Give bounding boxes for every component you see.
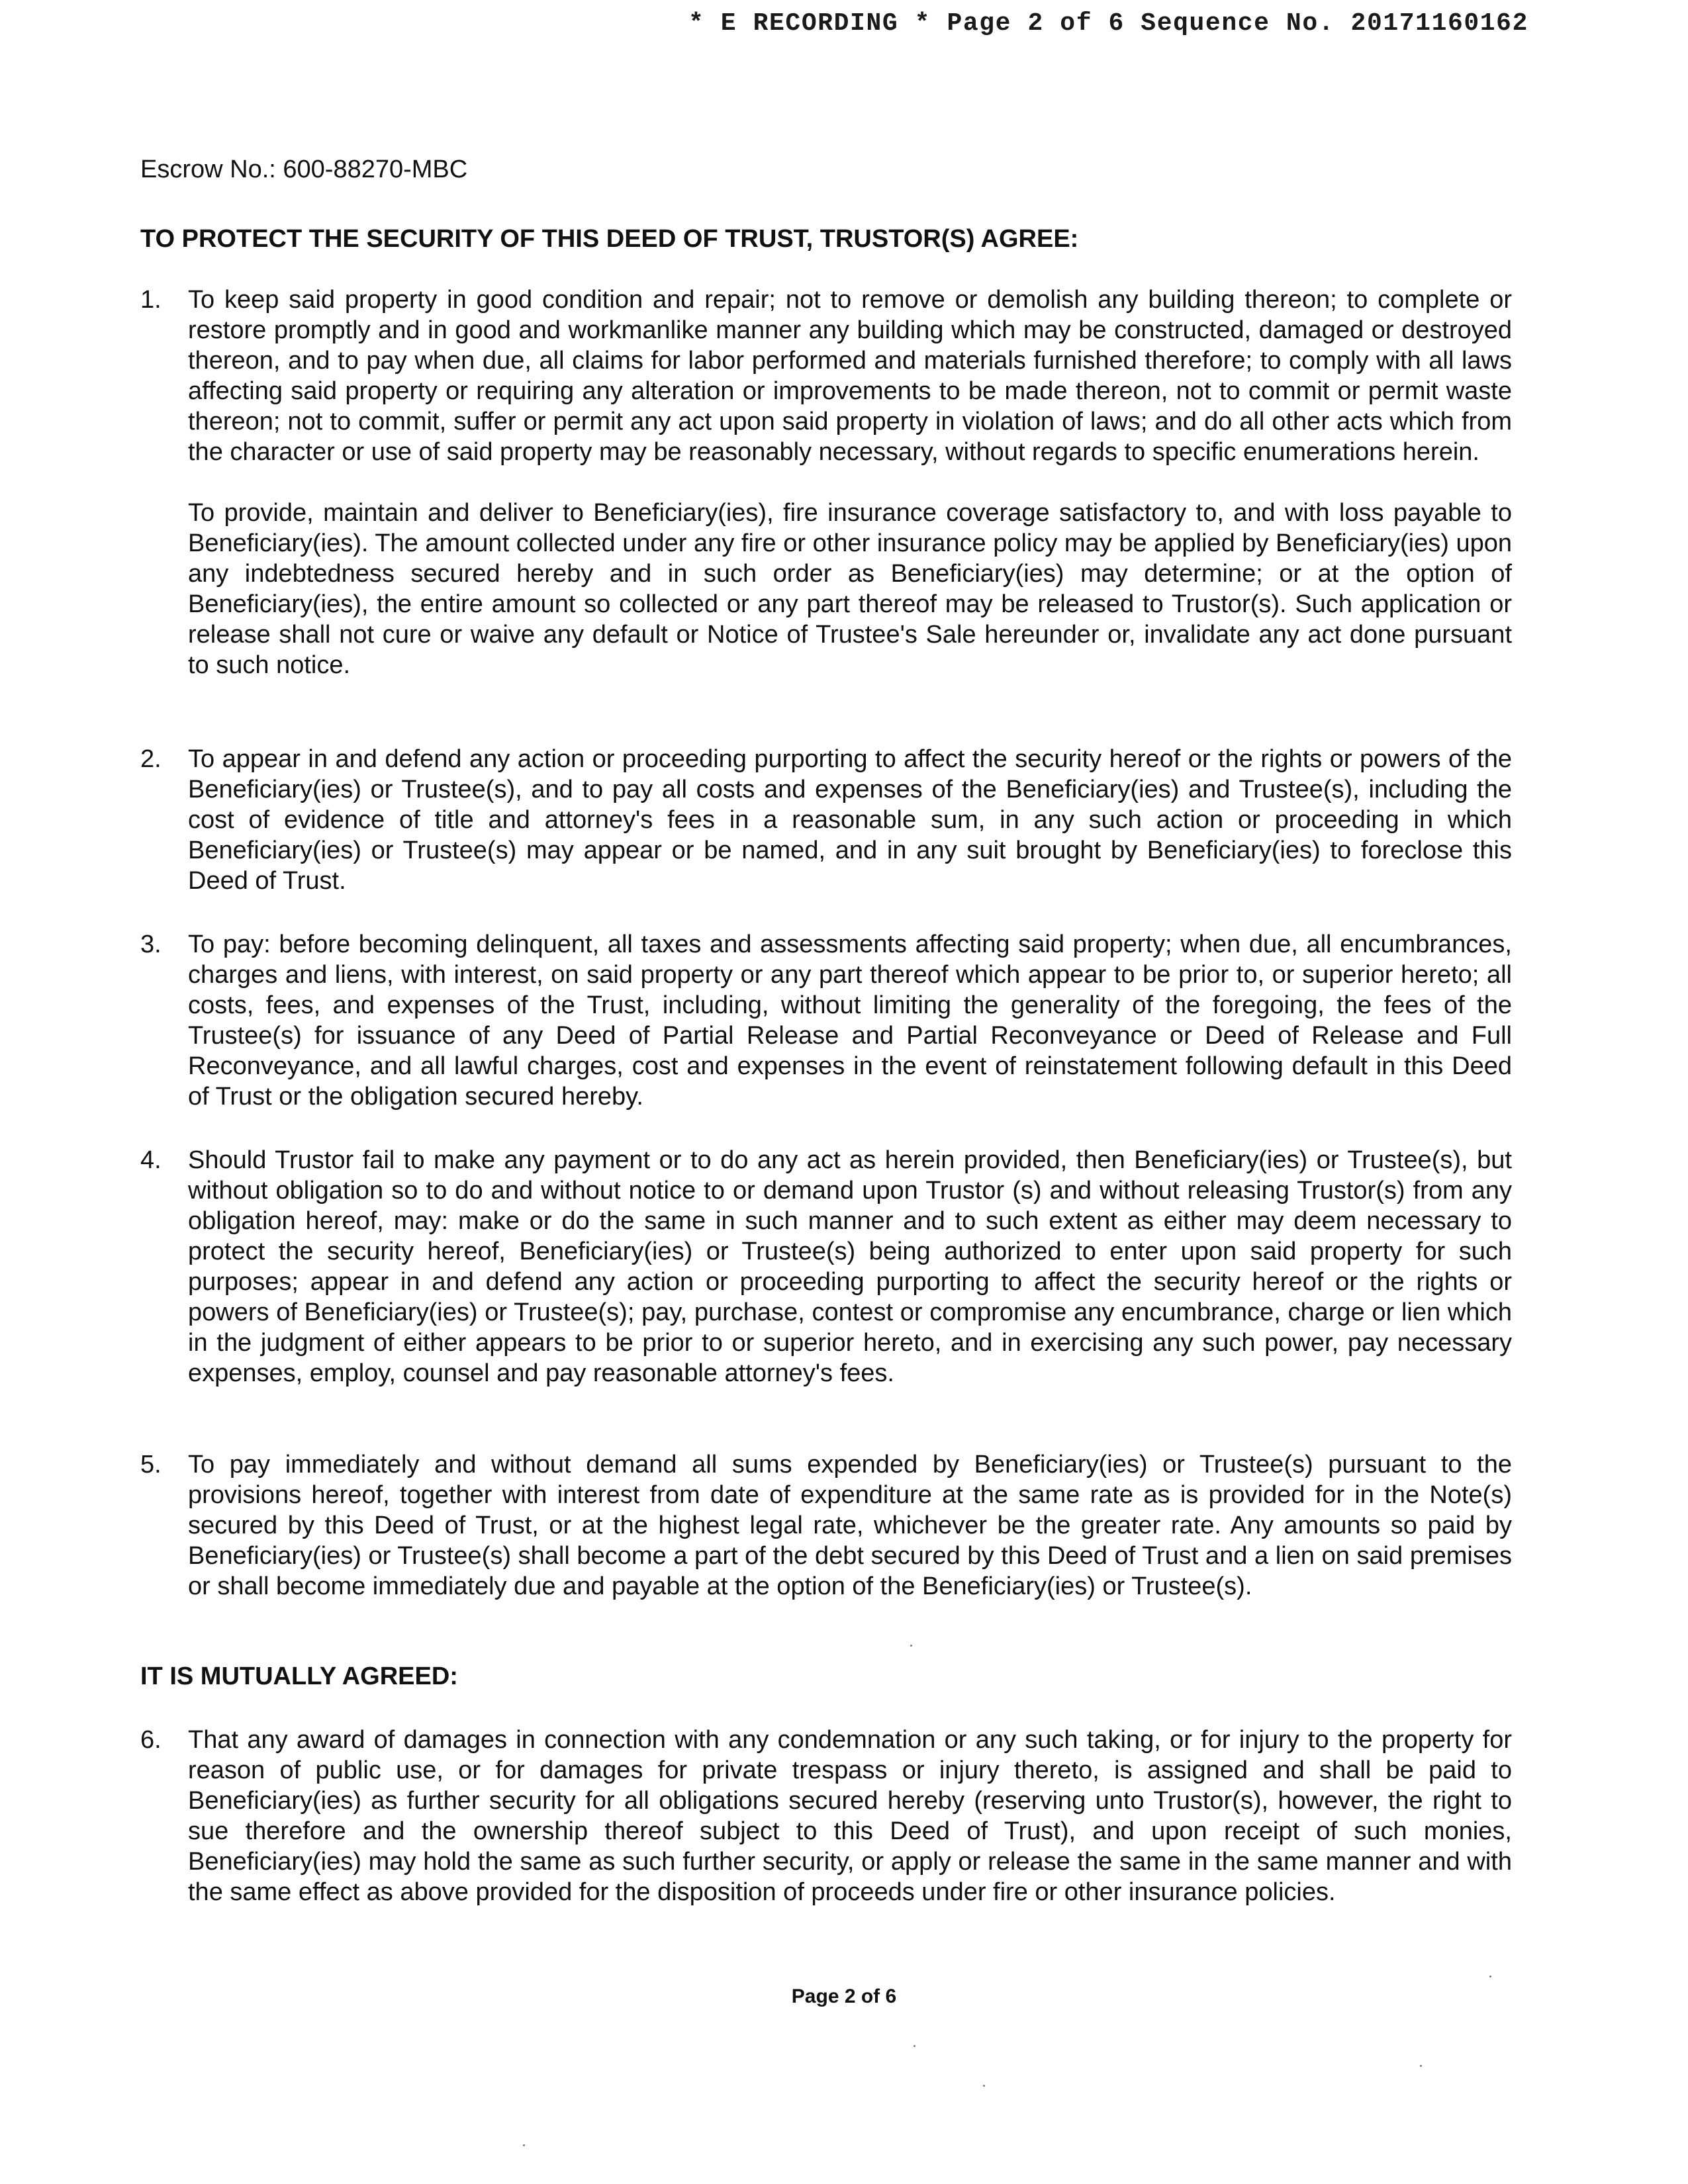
- heading-mutually-agreed: IT IS MUTUALLY AGREED:: [140, 1662, 458, 1690]
- clause-number: 6.: [140, 1726, 162, 1754]
- clause-5: [140, 1449, 1512, 1602]
- clause-2-paragraph-1: To appear in and defend any action or proceeding purporting to affect the security hereof or the rights or powers of the Beneficiary(ies) or Trustee(s), and to pay all costs and expenses of the Beneficiary(ies) and Trustee(s), including the cost of evidence of title and attorney's fees in a reasonable sum, in any such action or proceeding in which Beneficiary(ies) or Trustee(s) may appear or be named, and in any suit brought by Beneficiary(ies) to foreclose this Deed of Trust.: [188, 745, 1512, 895]
- clause-number: 1.: [140, 286, 162, 314]
- clause-4-paragraph-1: Should Trustor fail to make any payment or to do any act as herein provided, then Beneficiary(ies) or Trustee(s), but without obligation so to do and without notice to or demand upon Trustor (s) and without releasing Trustor(s) from any obligation hereof, may: make or do the same in such manner and to such extent as either may deem necessary to protect the security hereof, Beneficiary(ies) or Trustee(s) being authorized to enter upon said property for such purposes; appear in and defend any action or proceeding purporting to affect the security hereof or the rights or powers of Beneficiary(ies) or Trustee(s); pay, purchase, contest or compromise any encumbrance, charge or lien which in the judgment of either appears to be prior to or superior hereto, and in exercising any such power, pay necessary expenses, employ, counsel and pay reasonable attorney's fees.: [188, 1146, 1512, 1387]
- clause-number: 3.: [140, 931, 162, 958]
- scan-speck: [1420, 2065, 1422, 2067]
- scan-speck: [983, 2085, 985, 2087]
- clause-3-paragraph-1: To pay: before becoming delinquent, all taxes and assessments affecting said property; when due, all encumbrances, charges and liens, with interest, on said property or any part thereof which appear to be prior to, or superior hereto; all costs, fees, and expenses of the Trust, including, without limiting the generality of the foregoing, the fees of the Trustee(s) for issuance of any Deed of Partial Release and Partial Reconveyance or Deed of Release and Full Reconveyance, and all lawful charges, cost and expenses in the event of reinstatement following default in this Deed of Trust or the obligation secured hereby.: [188, 931, 1512, 1111]
- heading-trustor-agree: TO PROTECT THE SECURITY OF THIS DEED OF TRUST, TRUSTOR(S) AGREE:: [140, 225, 1079, 253]
- clause-1: [140, 285, 1512, 680]
- clause-5-paragraph-1: To pay immediately and without demand all sums expended by Beneficiary(ies) or Trustee(s) pursuant to the provisions hereof, together with interest from date of expenditure at the same rate as is provided for in the Note(s) secured by this Deed of Trust, or at the highest legal rate, whichever be the greater rate. Any amounts so paid by Beneficiary(ies) or Trustee(s) shall become a part of the debt secured by this Deed of Trust and a lien on said premises or shall become immediately due and payable at the option of the Beneficiary(ies) or Trustee(s).: [188, 1451, 1512, 1600]
- recording-header: * E RECORDING * Page 2 of 6 Sequence No. 20171160162: [688, 9, 1528, 38]
- page-footer: Page 2 of 6: [791, 1985, 897, 2007]
- clause-number: 2.: [140, 745, 162, 773]
- clause-6-paragraph-1: That any award of damages in connection with any condemnation or any such taking, or for injury to the property for reason of public use, or for damages for private trespass or injury thereto, is assigned and shall be paid to Beneficiary(ies) as further security for all obligations secured hereby (reserving unto Trustor(s), however, the right to sue therefore and the ownership thereof subject to this Deed of Trust), and upon receipt of such monies, Beneficiary(ies) may hold the same as such further security, or apply or release the same in the same manner and with the same effect as above provided for the disposition of proceeds under fire or other insurance policies.: [188, 1726, 1512, 1906]
- clause-2: [140, 744, 1512, 896]
- clause-number: 4.: [140, 1146, 162, 1174]
- clause-number: 5.: [140, 1451, 162, 1479]
- clause-4: [140, 1145, 1512, 1388]
- clause-1-paragraph-1: To keep said property in good condition and repair; not to remove or demolish any building thereon; to complete or restore promptly and in good and workmanlike manner any building which may be constructed, damaged or destroyed thereon, and to pay when due, all claims for labor performed and materials furnished therefore; to comply with all laws affecting said property or requiring any alteration or improvements to be made thereon, not to commit or permit waste thereon; not to commit, suffer or permit any act upon said property in violation of laws; and do all other acts which from the character or use of said property may be reasonably necessary, without regards to specific enumerations herein.: [188, 286, 1512, 466]
- scan-speck: [523, 2144, 525, 2146]
- clause-3: [140, 929, 1512, 1112]
- clause-1-paragraph-2: To provide, maintain and deliver to Beneficiary(ies), fire insurance coverage satisfactory to, and with loss payable to Beneficiary(ies). The amount collected under any fire or other insurance policy may be applied by Beneficiary(ies) upon any indebtedness secured hereby and in such order as Beneficiary(ies) may determine; or at the option of Beneficiary(ies), the entire amount so collected or any part thereof may be released to Trustor(s). Such application or release shall not cure or waive any default or Notice of Trustee's Sale hereunder or, invalidate any act done pursuant to such notice.: [188, 499, 1512, 679]
- escrow-number: Escrow No.: 600-88270-MBC: [140, 156, 468, 183]
- scan-speck: [910, 1645, 912, 1647]
- scan-speck: [914, 2045, 915, 2047]
- clause-6: [140, 1725, 1512, 1907]
- scan-speck: [1489, 1976, 1491, 1978]
